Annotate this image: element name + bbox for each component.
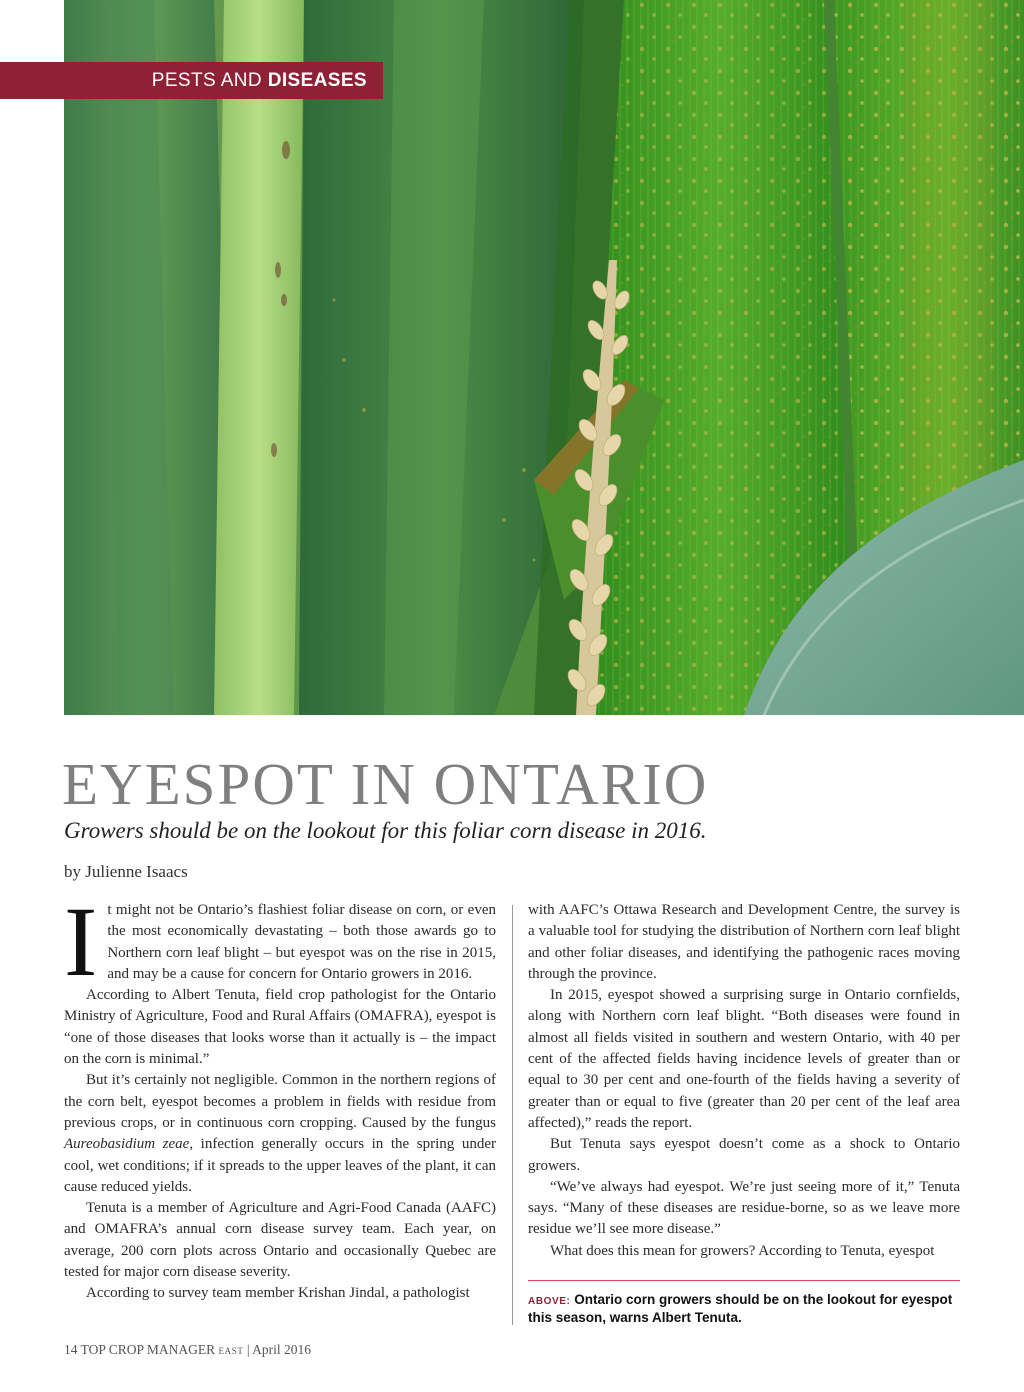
column-divider	[512, 905, 513, 1325]
article-paragraph: “We’ve always had eyespot. We’re just seeing more of it,” Tenuta says. “Many of these diseases are residue-borne, so as we leave more residue we’ll see more disease.”	[528, 1178, 960, 1238]
article-paragraph: It might not be Ontario’s flashiest foliar disease on corn, or even the most economically devastating – both those awards go to Northern corn leaf blight – but eyespot was on the rise in 2015, and may be a cause for concern for Ontario growers in 2016.	[64, 886, 496, 997]
article-column-left	[64, 886, 496, 1305]
hero-photo	[64, 0, 1024, 715]
footer-separator: |	[246, 1342, 250, 1357]
article-paragraph: In 2015, eyespot showed a surprising surge in Ontario cornfields, along with Northern corn leaf blight. “Both diseases were found in almost all fields visited in southern and western Ontario, with 40 per cent of the affected fields having incidence levels of greater than or equal to 30 per cent and one-fourth of the fields having a severity of greater than or equal to five (greater than 20 per cent of the leaf area affected),” reads the report.	[528, 987, 960, 1131]
drop-cap: I	[64, 886, 98, 997]
photo-caption	[528, 1292, 960, 1326]
section-label	[0, 62, 383, 99]
corn-leaves-illustration	[64, 0, 1024, 715]
page-footer	[64, 1342, 311, 1358]
magazine-edition: EAST	[218, 1346, 244, 1356]
article-paragraph: According to survey team member Krishan Jindal, a pathologist	[86, 1285, 470, 1302]
article-paragraph: with AAFC’s Ottawa Research and Development Centre, the survey is a valuable tool for studying the distribution of Northern corn leaf blight and other foliar diseases, and identifying the pathogenic races moving through the province.	[528, 902, 960, 982]
article-byline: by Julienne Isaacs	[64, 862, 188, 881]
article-paragraph: Tenuta is a member of Agriculture and Agri-Food Canada (AAFC) and OMAFRA’s annual corn disease survey team. Each year, on average, 200 corn plots across Ontario and occasionally Quebec are tested for major corn disease severity.	[64, 1200, 496, 1281]
article-paragraph: But it’s certainly not negligible. Common in the northern regions of the corn belt, eyespot becomes a problem in fields with residue from previous crops, or in continuous corn cropping. Caused by the fungus Aureobasidium zeae, infection generally occurs in the spring under cool, wet conditions; if it spreads to the upper leaves of the plant, it can cause reduced yields.	[64, 1072, 496, 1195]
caption-divider	[528, 1280, 960, 1281]
fungus-name: Aureobasidium zeae	[64, 1136, 190, 1153]
article-headline: EYESPOT IN ONTARIO	[62, 751, 709, 817]
article-paragraph: But Tenuta says eyespot doesn’t come as a shock to Ontario growers.	[528, 1136, 960, 1174]
issue-date: April 2016	[252, 1342, 312, 1357]
article-deck: Growers should be on the lookout for this foliar corn disease in 2016.	[64, 818, 707, 843]
article-paragraph: What does this mean for growers? According to Tenuta, eyespot	[550, 1242, 935, 1259]
magazine-name: TOP CROP MANAGER	[80, 1342, 216, 1357]
article-column-right	[528, 900, 960, 1262]
article-paragraph: According to Albert Tenuta, field crop pathologist for the Ontario Ministry of Agriculture, Food and Rural Affairs (OMAFRA), eyespot is “one of those diseases that looks worse than it actually is – the impact on the corn is minimal.”	[64, 987, 496, 1068]
caption-text: Ontario corn growers should be on the lookout for eyespot this season, warns Albert Tenuta.	[528, 1292, 953, 1325]
section-label-light: PESTS AND	[151, 70, 263, 91]
page-number: 14	[64, 1342, 78, 1357]
caption-label: ABOVE:	[528, 1296, 571, 1307]
section-label-strong: DISEASES	[267, 70, 367, 91]
